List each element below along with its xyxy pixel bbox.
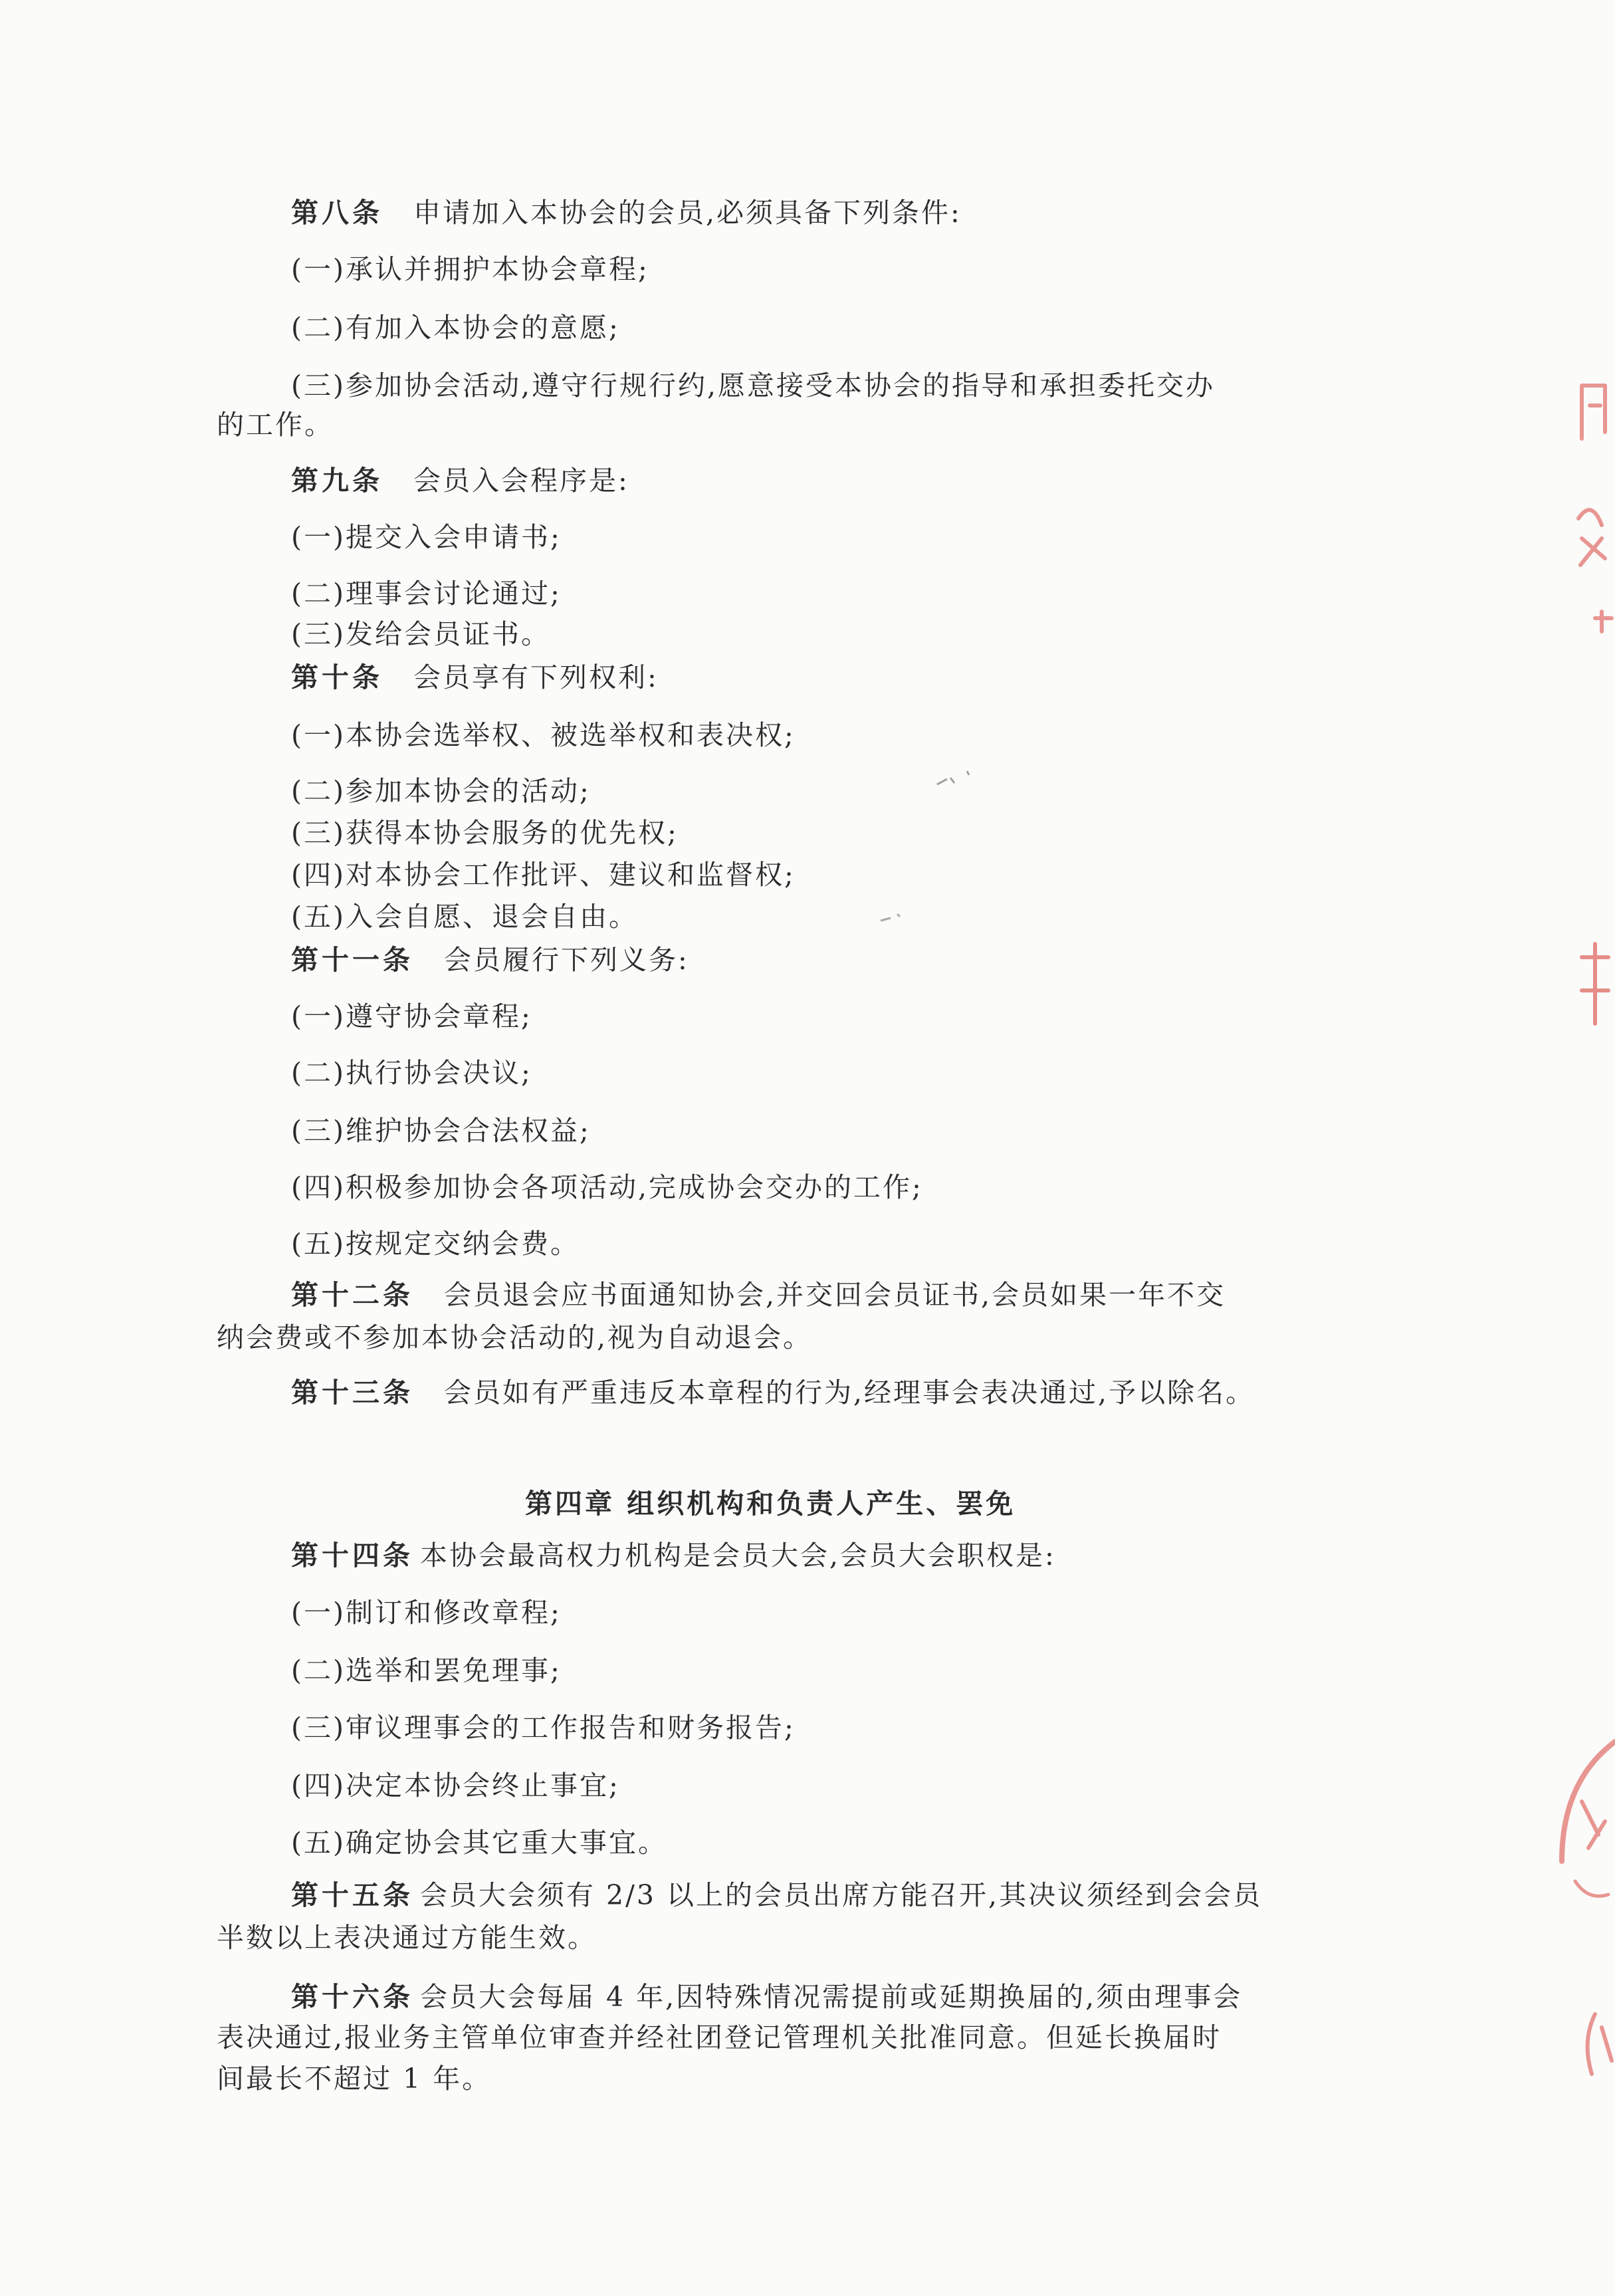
article-9-item-1: (一)提交入会申请书; [291, 521, 562, 553]
article-16-title: 第十六条 [291, 1981, 413, 2013]
article-11-item-5: (五)按规定交纳会费。 [291, 1228, 580, 1260]
article-15-line-1 [291, 1878, 1262, 1912]
article-13-text: 会员如有严重违反本章程的行为,经理事会表决通过,予以除名。 [444, 1377, 1255, 1409]
article-10-heading [291, 660, 659, 695]
article-14-item-4: (四)决定本协会终止事宜; [291, 1770, 620, 1801]
article-11-item-4: (四)积极参加协会各项活动,完成协会交办的工作; [291, 1171, 923, 1203]
article-14-intro: 本协会最高权力机构是会员大会,会员大会职权是: [420, 1540, 1056, 1571]
article-16-line-1 [291, 1980, 1242, 2014]
article-8-item-3-cont: 的工作。 [217, 409, 334, 441]
article-15-title: 第十五条 [291, 1879, 413, 1911]
article-11-title: 第十一条 [291, 944, 413, 976]
article-13-line [291, 1375, 1255, 1410]
article-9-intro: 会员入会程序是: [413, 465, 629, 497]
article-10-item-4: (四)对本协会工作批评、建议和监督权; [291, 859, 796, 891]
chapter-4-heading: 第四章 组织机构和负责人产生、罢免 [525, 1488, 1016, 1520]
article-10-intro: 会员享有下列权利: [413, 661, 659, 693]
article-8-intro: 申请加入本协会的会员,必须具备下列条件: [413, 197, 962, 229]
article-15-text-1: 会员大会须有 2/3 以上的会员出席方能召开,其决议须经到会会员 [420, 1879, 1263, 1911]
article-11-item-1: (一)遵守协会章程; [291, 1000, 532, 1032]
article-10-item-5: (五)入会自愿、退会自由。 [291, 901, 638, 933]
article-14-item-3: (三)审议理事会的工作报告和财务报告; [291, 1712, 796, 1744]
article-9-title: 第九条 [291, 465, 383, 497]
article-8-title: 第八条 [291, 197, 383, 229]
seal-fragment-top [1555, 359, 1615, 1090]
article-12-line-2: 纳会费或不参加本协会活动的,视为自动退会。 [217, 1321, 813, 1353]
article-8-heading [291, 195, 962, 230]
article-8-item-2: (二)有加入本协会的意愿; [291, 312, 620, 344]
article-14-item-2: (二)选举和罢免理事; [291, 1655, 562, 1686]
article-14-heading [291, 1538, 1056, 1573]
seal-fragment-bottom [1535, 1728, 1615, 2101]
article-14-item-1: (一)制订和修改章程; [291, 1597, 562, 1629]
article-16-line-3: 间最长不超过 1 年。 [217, 2063, 492, 2095]
article-16-text-1: 会员大会每届 4 年,因特殊情况需提前或延期换届的,须由理事会 [420, 1981, 1243, 2013]
article-11-heading [291, 943, 689, 977]
article-10-item-2: (二)参加本协会的活动; [291, 775, 591, 807]
article-14-title: 第十四条 [291, 1540, 413, 1571]
article-9-item-3: (三)发给会员证书。 [291, 618, 550, 650]
article-12-title: 第十二条 [291, 1279, 413, 1311]
article-10-item-1: (一)本协会选举权、被选举权和表决权; [291, 719, 796, 751]
article-8-item-1: (一)承认并拥护本协会章程; [291, 253, 649, 285]
article-9-heading [291, 463, 629, 498]
article-11-intro: 会员履行下列义务: [444, 944, 689, 976]
article-11-item-2: (二)执行协会决议; [291, 1057, 532, 1089]
scan-speck [877, 907, 911, 927]
article-16-line-2: 表决通过,报业务主管单位审查并经社团登记管理机关批准同意。但延长换届时 [217, 2021, 1222, 2053]
article-10-item-3: (三)获得本协会服务的优先权; [291, 817, 679, 849]
article-12-line-1 [291, 1278, 1226, 1312]
article-8-item-3: (三)参加协会活动,遵守行规行约,愿意接受本协会的指导和承担委托交办 [291, 370, 1216, 402]
scan-speck [930, 764, 984, 798]
article-9-item-2: (二)理事会讨论通过; [291, 578, 562, 610]
article-11-item-3: (三)维护协会合法权益; [291, 1115, 591, 1147]
article-12-text-1: 会员退会应书面通知协会,并交回会员证书,会员如果一年不交 [444, 1279, 1226, 1311]
article-15-line-2: 半数以上表决通过方能生效。 [217, 1922, 597, 1954]
article-10-title: 第十条 [291, 661, 383, 693]
article-14-item-5: (五)确定协会其它重大事宜。 [291, 1827, 667, 1859]
article-13-title: 第十三条 [291, 1377, 413, 1409]
